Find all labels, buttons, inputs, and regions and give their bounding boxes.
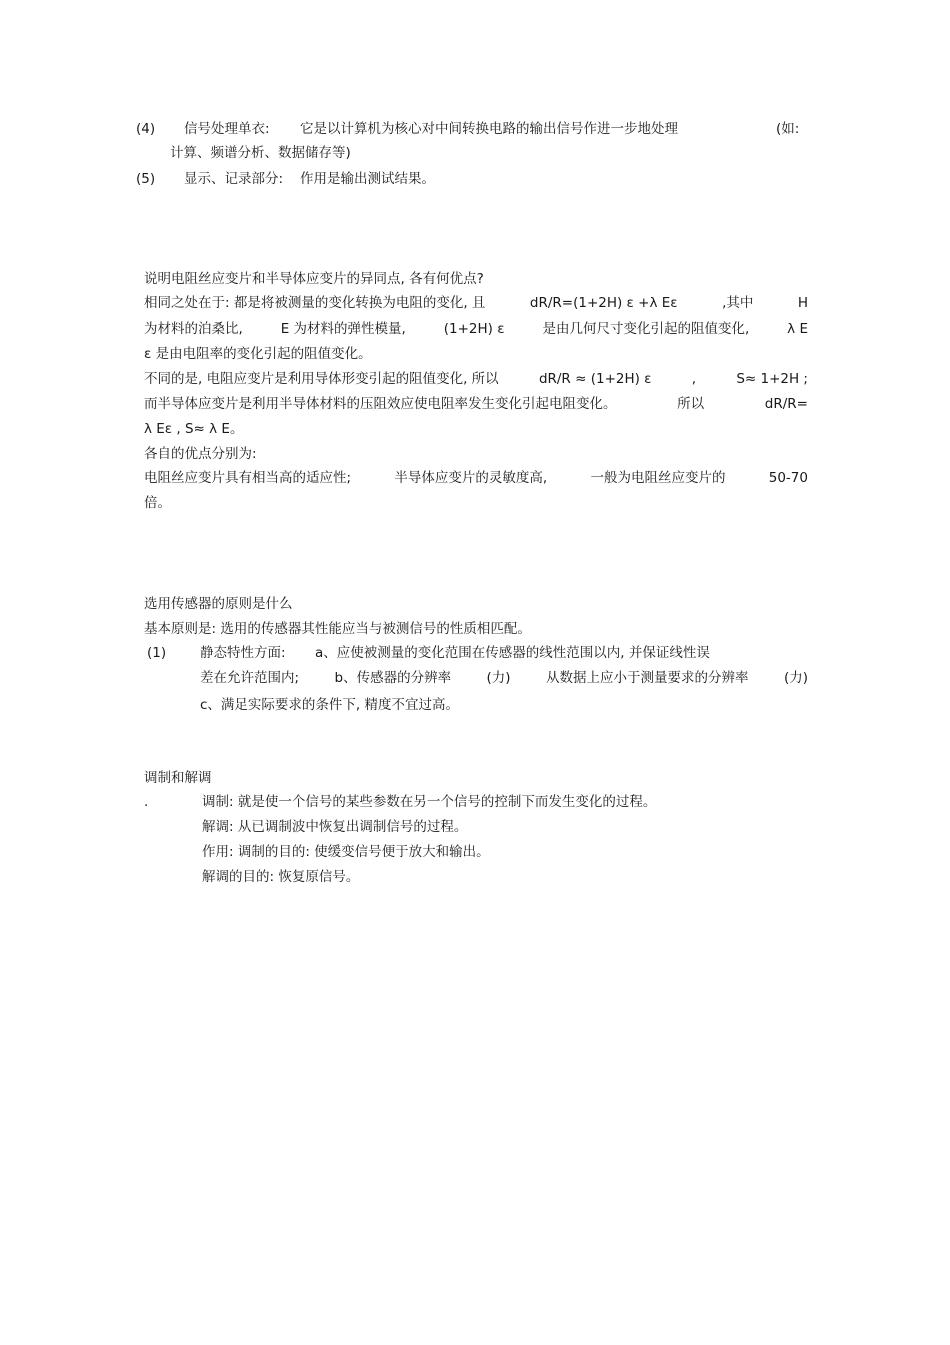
item-1-2a: 差在允许范围内; <box>200 670 300 686</box>
answer-1d: H <box>797 295 808 311</box>
item-5-number: (5) <box>136 171 156 187</box>
item-4-title: 信号处理单衣: <box>184 121 270 137</box>
demodulation-definition: 解调: 从已调制波中恢复出调制信号的过程。 <box>202 819 468 835</box>
item-1-number: (1) <box>147 645 167 661</box>
item-1-line-2 <box>200 667 808 689</box>
item-1-line <box>147 642 808 664</box>
item-4-line <box>136 118 808 140</box>
list-dot: . <box>144 794 149 810</box>
answer-8b: 半导体应变片的灵敏度高, <box>394 470 548 486</box>
modulation-effect: 作用: 调制的目的: 使缓变信号便于放大和输出。 <box>202 844 490 860</box>
item-1-a: a、应使被测量的变化范围在传感器的线性范围以内, 并保证线性误 <box>315 645 710 661</box>
item-5-text: 作用是输出测试结果。 <box>300 171 435 187</box>
item-4-continuation: 计算、频谱分析、数据储存等) <box>170 145 351 161</box>
answer-4d: S≈ 1+2H ; <box>736 371 808 387</box>
answer-line-5 <box>144 393 808 415</box>
item-5-title: 显示、记录部分: <box>184 171 284 187</box>
answer-8d: 50-70 <box>768 470 808 486</box>
question-strain-gauge: 说明电阻丝应变片和半导体应变片的异同点, 各有何优点? <box>144 271 484 287</box>
formula-4: dR/R ≈ (1+2H) ε <box>538 371 652 387</box>
answer-4c: , <box>691 371 697 387</box>
answer-2d: 是由几何尺寸变化引起的阻值变化, <box>542 321 750 337</box>
answer-2c: (1+2H) ε <box>443 321 505 337</box>
item-1-2e: (力) <box>783 670 808 686</box>
item-1-line-3: c、满足实际要求的条件下, 精度不宜过高。 <box>200 697 460 713</box>
answer-5c: dR/R= <box>764 396 808 412</box>
question-sensor-selection: 选用传感器的原则是什么 <box>144 596 293 612</box>
item-4-tail: (如: <box>776 121 800 137</box>
answer-2a: 为材料的泊桑比, <box>144 321 243 337</box>
item-1-title: 静态特性方面: <box>200 645 286 661</box>
answer-1c: ,其中 <box>722 295 754 311</box>
answer-8c: 一般为电阻丝应变片的 <box>590 470 726 486</box>
answer-1a: 相同之处在于: 都是将被测量的变化转换为电阻的变化, 且 <box>144 295 486 311</box>
basic-principle: 基本原则是: 选用的传感器其性能应当与被测信号的性质相匹配。 <box>144 621 531 637</box>
item-4-text: 它是以计算机为核心对中间转换电路的输出信号作进一步地处理 <box>300 121 678 137</box>
answer-5b: 所以 <box>677 396 705 412</box>
answer-line-9: 倍。 <box>144 495 171 511</box>
answer-2b: E 为材料的弹性模量, <box>280 321 406 337</box>
modulation-title: 调制和解调 <box>144 770 212 786</box>
demodulation-purpose: 解调的目的: 恢复原信号。 <box>202 869 360 885</box>
modulation-line <box>144 791 808 813</box>
item-5-line <box>136 168 808 190</box>
item-1-2b: b、传感器的分辨率 <box>334 670 452 686</box>
answer-2e: λ E <box>787 321 808 337</box>
answer-8a: 电阻丝应变片具有相当高的适应性; <box>144 470 352 486</box>
answer-line-6: λ Eε , S≈ λ E。 <box>144 421 244 437</box>
item-1-2d: 从数据上应小于测量要求的分辨率 <box>546 670 749 686</box>
item-1-2c: (力) <box>486 670 511 686</box>
formula-1: dR/R=(1+2H) ε +λ Eε <box>529 295 678 311</box>
answer-5a: 而半导体应变片是利用半导体材料的压阻效应使电阻率发生变化引起电阻变化。 <box>144 396 617 412</box>
answer-line-4 <box>144 368 808 390</box>
answer-line-3: ε 是由电阻率的变化引起的阻值变化。 <box>144 346 372 362</box>
answer-line-7: 各自的优点分别为: <box>144 446 257 462</box>
item-4-number: (4) <box>136 121 156 137</box>
answer-line-1 <box>144 292 808 314</box>
answer-line-8 <box>144 467 808 489</box>
answer-4a: 不同的是, 电阻应变片是利用导体形变引起的阻值变化, 所以 <box>144 371 499 387</box>
modulation-definition: 调制: 就是使一个信号的某些参数在另一个信号的控制下而发生变化的过程。 <box>202 794 657 810</box>
answer-line-2 <box>144 318 808 340</box>
